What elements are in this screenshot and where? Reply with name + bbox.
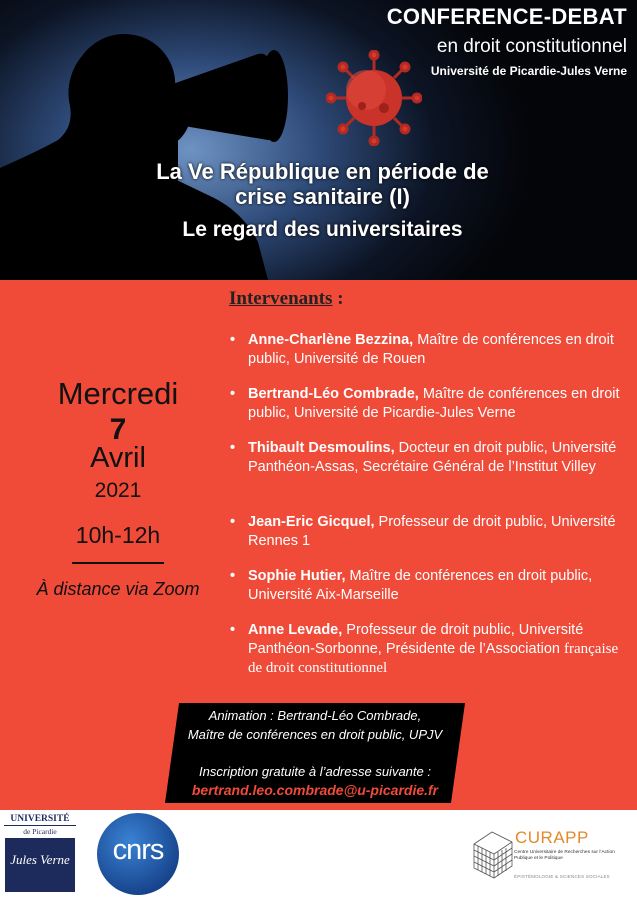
speaker-name: Thibault Desmoulins, (248, 440, 395, 456)
curapp-logo-tagline: ÉPISTÉMOLOGIE & SCIENCES SOCIALES (514, 874, 610, 879)
upjv-logo-subtitle: de Picardie (23, 827, 57, 836)
curapp-logo-name: CURAPP (515, 828, 589, 847)
event-month: Avril (90, 442, 146, 474)
event-year: 2021 (94, 479, 142, 502)
list-item (230, 385, 625, 423)
list-item (230, 567, 625, 605)
bullet-icon: • (230, 332, 236, 348)
curapp-logo-description: Centre Universitaire de Recherches sur l’Action Publique et le Politique (514, 850, 615, 861)
speaker-description-end: française de droit constitutionnel (248, 641, 619, 676)
bullet-icon: • (230, 568, 236, 584)
main-title-line-2: crise sanitaire (I) (235, 184, 410, 209)
list-item (230, 621, 625, 678)
event-location: À distance via Zoom (36, 579, 200, 599)
upjv-logo-signature: Jules Verne (10, 852, 70, 867)
main-title (90, 159, 555, 209)
speaker-name: Jean-Eric Gicquel, (248, 514, 375, 530)
registration-email-link[interactable]: bertrand.leo.combrade@u-picardie.fr (191, 782, 439, 798)
speaker-name: Bertrand-Léo Combrade, (248, 386, 419, 402)
main-subtitle: Le regard des universitaires (182, 218, 463, 241)
speaker-name: Sophie Hutier, (248, 568, 346, 584)
divider (72, 562, 164, 564)
bullet-icon: • (230, 386, 236, 402)
registration-text: Inscription gratuite à l’adresse suivante : (199, 764, 431, 779)
animation-line-2: Maître de conférences en droit public, UPJV (187, 727, 443, 742)
event-time: 10h-12h (75, 522, 161, 548)
upjv-logo-title: UNIVERSITÉ (4, 814, 76, 826)
bullet-icon: • (230, 514, 236, 530)
list-item (230, 331, 625, 369)
list-item (230, 439, 625, 477)
speakers-heading-suffix: : (332, 288, 344, 309)
list-item (230, 513, 625, 551)
speakers-heading (229, 288, 344, 310)
event-day: Mercredi (57, 376, 179, 411)
curapp-logo-icon (470, 826, 516, 882)
conference-title: CONFERENCE-DEBAT (386, 4, 627, 29)
speakers-heading-label: Intervenants (229, 288, 333, 309)
speaker-name: Anne Levade, (248, 622, 343, 638)
speaker-description: Maître de conférences en droit public, Université de Picardie-Jules Verne (248, 386, 620, 421)
speaker-description: Professeur de droit public, Université Panthéon-Sorbonne, Présidente de l’Association (248, 622, 584, 657)
header-banner (0, 0, 637, 280)
speaker-description: Maître de conférences en droit public, Université de Rouen (248, 332, 614, 367)
conference-subtitle: en droit constitutionnel (436, 36, 627, 57)
conference-university: Université de Picardie-Jules Verne (430, 64, 627, 78)
bullet-icon: • (230, 440, 236, 456)
animation-line-1: Animation : Bertrand-Léo Combrade, (208, 708, 422, 723)
speaker-description: Professeur de droit public, Université Rennes 1 (248, 514, 616, 549)
speaker-name: Anne-Charlène Bezzina, (248, 332, 414, 348)
event-date: 7 (109, 413, 127, 446)
main-title-line-1: La Ve République en période de (156, 159, 489, 184)
cnrs-logo-text: cnrs (112, 834, 164, 866)
bullet-icon: • (230, 622, 236, 638)
speaker-description: Docteur en droit public, Université Panthéon-Assas, Secrétaire Général de l’Institut Villey (248, 440, 617, 475)
speaker-description: Maître de conférences en droit public, Université Aix-Marseille (248, 568, 593, 603)
